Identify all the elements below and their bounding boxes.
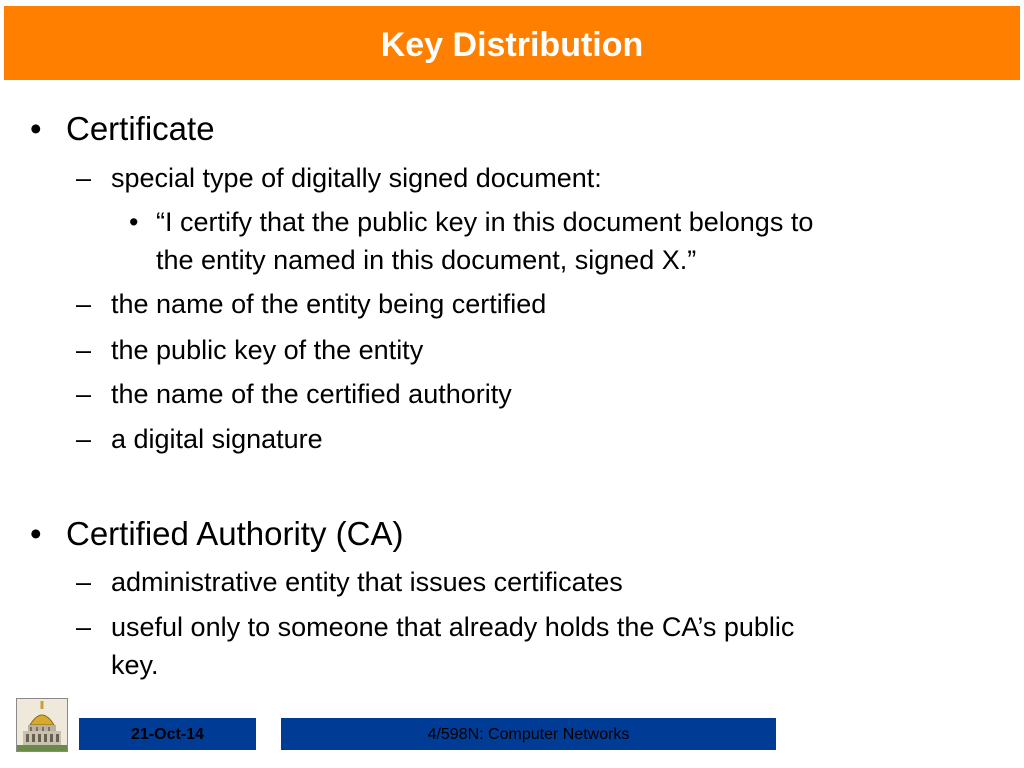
dash-marker: –	[76, 567, 92, 597]
sub-item: a digital signature	[111, 424, 323, 454]
dash-marker: –	[76, 424, 92, 454]
bullet-ca: Certified Authority (CA)	[66, 515, 404, 552]
bullet-marker: •	[30, 515, 42, 552]
quote-line-1: “I certify that the public key in this document belongs to	[156, 207, 814, 237]
sub-item: the name of the entity being certified	[111, 289, 547, 319]
dash-marker: –	[76, 289, 92, 319]
sub-item: administrative entity that issues certificates	[111, 567, 623, 597]
sub-item-line-1: useful only to someone that already holds the CA’s public	[111, 612, 795, 642]
bullet-certificate: Certificate	[66, 110, 215, 147]
footer-course-bar	[281, 718, 776, 750]
sub-item: the name of the certified authority	[111, 379, 512, 409]
sub-item: the public key of the entity	[111, 335, 424, 365]
footer-date: 21-Oct-14	[131, 726, 204, 743]
dash-marker: –	[76, 612, 92, 642]
quote-line-2: the entity named in this document, signed X.”	[156, 245, 697, 275]
sub-item: special type of digitally signed document:	[111, 163, 602, 193]
dash-marker: –	[76, 335, 92, 365]
footer-course: 4/598N: Computer Networks	[427, 726, 630, 743]
dash-marker: –	[76, 163, 92, 193]
bullet-marker: •	[129, 207, 139, 237]
dash-marker: –	[76, 379, 92, 409]
footer-date-bar	[79, 718, 256, 750]
sub-item-line-2: key.	[111, 650, 159, 680]
bullet-marker: •	[30, 110, 42, 147]
golden-dome-icon	[16, 698, 68, 752]
slide-title: Key Distribution	[380, 26, 644, 64]
